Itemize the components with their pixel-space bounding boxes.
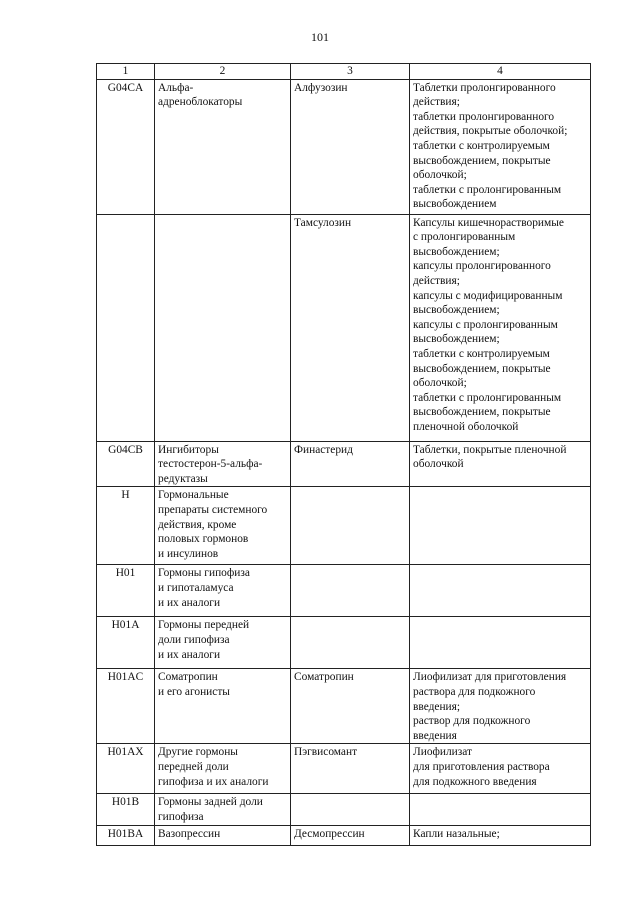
cell-text-line: передней доли bbox=[158, 760, 229, 773]
group-name-cell bbox=[155, 825, 291, 845]
table-row bbox=[97, 617, 591, 669]
cell-text-line: Капсулы кишечнорастворимые bbox=[413, 216, 564, 229]
cell-text-line: Альфа- bbox=[158, 81, 194, 94]
cell-text-line: действия, кроме bbox=[158, 518, 237, 531]
cell-text-line: капсулы пролонгированного bbox=[413, 260, 551, 273]
dosage-forms-cell bbox=[410, 565, 591, 617]
group-name-cell bbox=[155, 744, 291, 794]
cell-text-line: половых гормонов bbox=[158, 533, 249, 546]
cell-text-line: оболочкой bbox=[413, 458, 464, 471]
table-row bbox=[97, 565, 591, 617]
cell-text-line: Пэгвисомант bbox=[294, 746, 358, 759]
atc-code-cell: G04CB bbox=[97, 441, 155, 487]
cell-text-line: доли гипофиза bbox=[158, 633, 230, 646]
cell-text-line: введения; bbox=[413, 700, 461, 713]
cell-text-line: Соматропин bbox=[294, 671, 354, 684]
dosage-forms-cell bbox=[410, 214, 591, 441]
cell-text-line: оболочкой; bbox=[413, 169, 467, 182]
cell-text-line: Капли назальные; bbox=[413, 827, 500, 840]
atc-code-cell: H01AX bbox=[97, 744, 155, 794]
drug-table bbox=[96, 63, 591, 846]
table-row bbox=[97, 669, 591, 744]
cell-text-line: Лиофилизат bbox=[413, 746, 473, 759]
cell-text-line: высвобождением; bbox=[413, 333, 500, 346]
cell-text-line: Десмопрессин bbox=[294, 827, 365, 840]
table-row bbox=[97, 487, 591, 565]
header-cell: 4 bbox=[410, 64, 591, 80]
dosage-forms-cell bbox=[410, 744, 591, 794]
cell-text-line: тестостерон-5-альфа- bbox=[158, 458, 263, 471]
cell-text-line: Другие гормоны bbox=[158, 746, 238, 759]
dosage-forms-cell bbox=[410, 79, 591, 214]
cell-text-line: высвобождением, покрытые bbox=[413, 154, 551, 167]
dosage-forms-cell bbox=[410, 487, 591, 565]
cell-text-line: Таблетки, покрытые пленочной bbox=[413, 443, 567, 456]
cell-text-line: Гормоны гипофиза bbox=[158, 567, 250, 580]
cell-text-line: таблетки с пролонгированным bbox=[413, 391, 562, 404]
atc-code-cell: H bbox=[97, 487, 155, 565]
group-name-cell bbox=[155, 617, 291, 669]
cell-text-line: высвобождением; bbox=[413, 245, 500, 258]
group-name-cell bbox=[155, 441, 291, 487]
drug-name-cell bbox=[291, 441, 410, 487]
drug-name-cell bbox=[291, 565, 410, 617]
table-row bbox=[97, 214, 591, 441]
header-cell: 2 bbox=[155, 64, 291, 80]
cell-text-line: для приготовления раствора bbox=[413, 760, 550, 773]
cell-text-line: высвобождением, покрытые bbox=[413, 406, 551, 419]
table-row bbox=[97, 744, 591, 794]
group-name-cell bbox=[155, 79, 291, 214]
cell-text-line: Тамсулозин bbox=[294, 216, 352, 229]
cell-text-line: и инсулинов bbox=[158, 547, 219, 560]
atc-code-cell: H01BA bbox=[97, 825, 155, 845]
drug-name-cell bbox=[291, 669, 410, 744]
cell-text-line: введения bbox=[413, 729, 457, 742]
cell-text-line: препараты системного bbox=[158, 503, 268, 516]
cell-text-line: высвобождением, покрытые bbox=[413, 362, 551, 375]
cell-text-line: Финастерид bbox=[294, 443, 353, 456]
cell-text-line: Гормональные bbox=[158, 489, 229, 502]
cell-text-line: редуктазы bbox=[158, 472, 208, 485]
cell-text-line: действия; bbox=[413, 274, 460, 287]
cell-text-line: таблетки с контролируемым bbox=[413, 139, 550, 152]
drug-name-cell bbox=[291, 617, 410, 669]
cell-text-line: раствора для подкожного bbox=[413, 685, 536, 698]
group-name-cell bbox=[155, 487, 291, 565]
cell-text-line: таблетки с пролонгированным bbox=[413, 183, 562, 196]
cell-text-line: капсулы с пролонгированным bbox=[413, 318, 558, 331]
group-name-cell bbox=[155, 214, 291, 441]
cell-text-line: таблетки пролонгированного bbox=[413, 110, 555, 123]
drug-name-cell bbox=[291, 214, 410, 441]
atc-code-cell: H01AC bbox=[97, 669, 155, 744]
cell-text-line: капсулы с модифицированным bbox=[413, 289, 563, 302]
cell-text-line: для подкожного введения bbox=[413, 775, 537, 788]
page-number: 101 bbox=[311, 30, 329, 44]
drug-name-cell bbox=[291, 794, 410, 825]
header-cell: 1 bbox=[97, 64, 155, 80]
drug-name-cell bbox=[291, 79, 410, 214]
cell-text-line: Гормоны задней доли bbox=[158, 796, 263, 809]
cell-text-line: Ингибиторы bbox=[158, 443, 219, 456]
table-row bbox=[97, 794, 591, 825]
header-cell: 3 bbox=[291, 64, 410, 80]
table-row bbox=[97, 825, 591, 845]
cell-text-line: Таблетки пролонгированного bbox=[413, 81, 556, 94]
cell-text-line: таблетки с контролируемым bbox=[413, 347, 550, 360]
dosage-forms-cell bbox=[410, 825, 591, 845]
dosage-forms-cell bbox=[410, 441, 591, 487]
cell-text-line: раствор для подкожного bbox=[413, 715, 531, 728]
cell-text-line: Соматропин bbox=[158, 671, 218, 684]
cell-text-line: и их аналоги bbox=[158, 596, 221, 609]
atc-code-cell: H01A bbox=[97, 617, 155, 669]
atc-code-cell: H01B bbox=[97, 794, 155, 825]
group-name-cell bbox=[155, 669, 291, 744]
cell-text-line: Лиофилизат для приготовления bbox=[413, 671, 567, 684]
cell-text-line: высвобождением bbox=[413, 198, 497, 211]
table-header-row bbox=[97, 64, 591, 80]
dosage-forms-cell bbox=[410, 669, 591, 744]
cell-text-line: действия, покрытые оболочкой; bbox=[413, 125, 568, 138]
drug-name-cell bbox=[291, 744, 410, 794]
cell-text-line: Вазопрессин bbox=[158, 827, 221, 840]
cell-text-line: пленочной оболочкой bbox=[413, 420, 519, 433]
cell-text-line: адреноблокаторы bbox=[158, 96, 243, 109]
drug-name-cell bbox=[291, 487, 410, 565]
dosage-forms-cell bbox=[410, 617, 591, 669]
cell-text-line: гипофиза и их аналоги bbox=[158, 775, 269, 788]
cell-text-line: и их аналоги bbox=[158, 648, 221, 661]
cell-text-line: высвобождением; bbox=[413, 304, 500, 317]
cell-text-line: Алфузозин bbox=[294, 81, 348, 94]
cell-text-line: оболочкой; bbox=[413, 377, 467, 390]
cell-text-line: действия; bbox=[413, 96, 460, 109]
dosage-forms-cell bbox=[410, 794, 591, 825]
drug-name-cell bbox=[291, 825, 410, 845]
cell-text-line: с пролонгированным bbox=[413, 231, 516, 244]
atc-code-cell: G04CA bbox=[97, 79, 155, 214]
group-name-cell bbox=[155, 565, 291, 617]
cell-text-line: и гипоталамуса bbox=[158, 581, 234, 594]
cell-text-line: Гормоны передней bbox=[158, 619, 250, 632]
cell-text-line: гипофиза bbox=[158, 810, 204, 823]
table-row bbox=[97, 79, 591, 214]
atc-code-cell: H01 bbox=[97, 565, 155, 617]
group-name-cell bbox=[155, 794, 291, 825]
atc-code-cell bbox=[97, 214, 155, 441]
cell-text-line: и его агонисты bbox=[158, 685, 230, 698]
table-row bbox=[97, 441, 591, 487]
